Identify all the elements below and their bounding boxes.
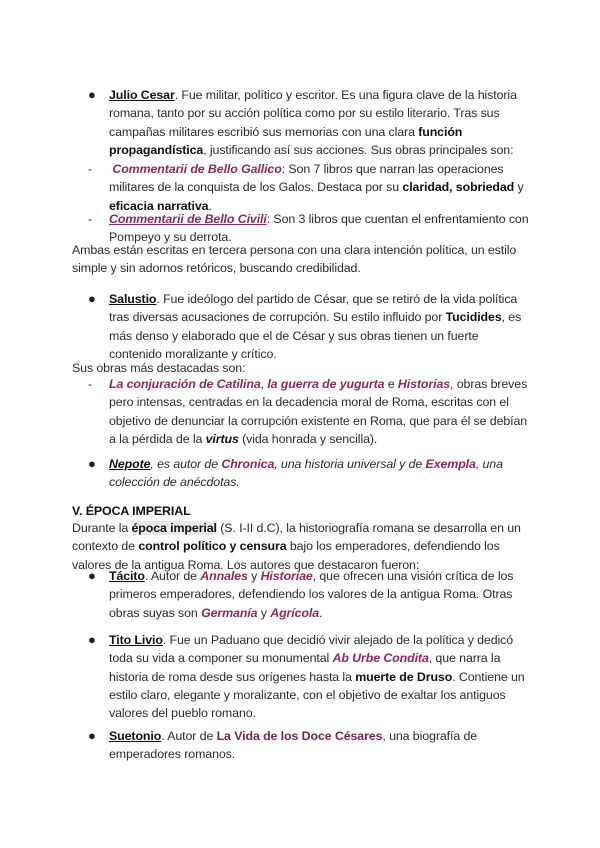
- body-text: (vida honrada y sencilla).: [238, 431, 378, 446]
- author-name: Julio Cesar: [109, 88, 175, 102]
- body-text: . Fue un Paduano que decidió vivir alejado de la política y dedicó toda su vida a componer su monumental: [109, 633, 514, 666]
- bold-text: control político y censura: [138, 539, 287, 554]
- bullet-dot: ●: [88, 632, 96, 647]
- bold-text: Tucidides: [445, 310, 502, 325]
- work-title: La conjuración de Catilina: [109, 377, 261, 391]
- bullet-salustio: [109, 290, 529, 363]
- bold-text: muerte de Druso: [355, 669, 453, 684]
- salustio-works-intro: Sus obras más destacadas son:: [72, 361, 246, 375]
- dash-marker: -: [88, 212, 93, 226]
- body-text: . Fue militar, político y escritor. Es una figura clave de la historia romana, tanto por su acción política como por su estilo literario. Tras sus campañas militares escribió sus memorias con una clara: [109, 88, 517, 139]
- work-title: Commentarii de Bello Civili: [109, 212, 267, 226]
- work-title: Annales: [200, 569, 248, 583]
- work-title: la guerra de yugurta: [267, 377, 385, 391]
- bold-text: claridad, sobriedad: [402, 180, 515, 195]
- dash-marker: -: [88, 162, 93, 176]
- section-intro: [72, 519, 530, 574]
- body-text: Durante la: [72, 521, 132, 535]
- body-text: , una historia universal y de: [274, 457, 426, 471]
- body-text: , obras breves pero intensas, centradas en la decadencia moral de Roma, escritas con el objetivo de denunciar la corrupción existente en Roma, que para él se debían a la pérdida de la: [109, 377, 528, 446]
- body-text: , una biografía de emperadores romanos.: [109, 729, 478, 762]
- bullet-dot: ●: [88, 291, 96, 306]
- bullet-julio-cesar: [109, 86, 529, 159]
- bullet-tacito: [109, 567, 529, 622]
- body-text: , que narra la historia de roma desde sus orígenes hasta la: [109, 651, 501, 684]
- author-name: Suetonio: [109, 729, 162, 743]
- body-text: y: [247, 569, 261, 583]
- dash-marker: -: [88, 377, 93, 391]
- work-title: Exempla: [425, 457, 476, 471]
- body-text: y: [257, 605, 271, 620]
- body-text: : Son 7 libros que narran las operaciones militares de la conquista de los Galos. Destaca por su: [109, 162, 504, 195]
- bullet-nepote: [109, 455, 529, 492]
- highlighted-text: época imperial: [131, 521, 217, 535]
- work-item-bello-gallico: [109, 160, 529, 215]
- bullet-dot: ●: [88, 87, 96, 102]
- bullet-dot: ●: [88, 456, 96, 471]
- body-text: , que ofrecen una visión crítica de los primeros emperadores, defendiendo los valores de la antigua Roma. Otras obras suyas son: [109, 569, 514, 620]
- cesar-summary: Ambas están escritas en tercera persona con una clara intención política, un estilo simple y sin adornos retóricos, buscando credibilidad.: [72, 243, 517, 276]
- body-text: . Fue ideólogo del partido de César, que se retiró de la vida política tras diversas acusaciones de corrupción. Su estilo influido por: [109, 292, 518, 325]
- bullet-dot: ●: [88, 568, 96, 583]
- body-text: : Son 3 libros que cuentan el enfrentamiento con Pompeyo y su derrota.: [109, 212, 529, 245]
- work-title: Ab Urbe Condita: [332, 651, 429, 666]
- bullet-suetonio: [109, 727, 529, 764]
- body-text: y: [514, 180, 524, 195]
- body-text: , justificando así sus acciones. Sus obras principales son:: [203, 142, 514, 157]
- work-title: Chronica: [221, 457, 275, 471]
- body-text: .: [208, 198, 212, 213]
- body-text: .: [319, 605, 323, 620]
- author-name: Salustio: [109, 292, 157, 306]
- work-title: Commentarii de Bello Gallico: [112, 162, 282, 176]
- body-text: . Autor de: [144, 569, 201, 583]
- work-title: La Vida de los Doce Césares: [216, 729, 383, 743]
- section-heading: V. ÉPOCA IMPERIAL: [72, 504, 191, 518]
- body-text: e: [384, 377, 398, 391]
- bullet-dot: ●: [88, 728, 96, 743]
- work-title: Germanía: [201, 605, 258, 620]
- work-title: Agrícola: [270, 605, 320, 620]
- work-item-salustio: [109, 375, 529, 448]
- author-name: Nepote: [109, 457, 151, 471]
- body-text: . Autor de: [161, 729, 217, 743]
- author-name: Tito Livio: [109, 633, 163, 647]
- body-text: , una colección de anécdotas.: [109, 457, 503, 490]
- body-text: bajo los emperadores, defendiendo los valores de la antigua Roma. Los autores que destacaron fueron:: [72, 539, 500, 572]
- author-name: Tácito: [109, 569, 145, 583]
- body-text: , es más denso y elaborado que el de César y sus obras tienen un fuerte contenido moralizante y crítico.: [109, 310, 522, 361]
- bold-text: virtus: [205, 431, 239, 446]
- bold-text: eficacia narrativa: [109, 198, 209, 213]
- work-title: Historias: [397, 377, 451, 391]
- bold-text: función propagandística: [109, 124, 463, 157]
- work-title: Historiae: [260, 569, 313, 583]
- body-text: , es autor de: [150, 457, 222, 471]
- body-text: . Contiene un estilo claro, elegante y moralizante, con el objetivo de exaltar los antiguos valores del pueblo romano.: [109, 669, 525, 721]
- body-text: (S. I-II d.C), la historiografía romana se desarrolla en un contexto de: [72, 521, 521, 554]
- bullet-tito-livio: [109, 631, 529, 722]
- body-text: ,: [260, 377, 268, 391]
